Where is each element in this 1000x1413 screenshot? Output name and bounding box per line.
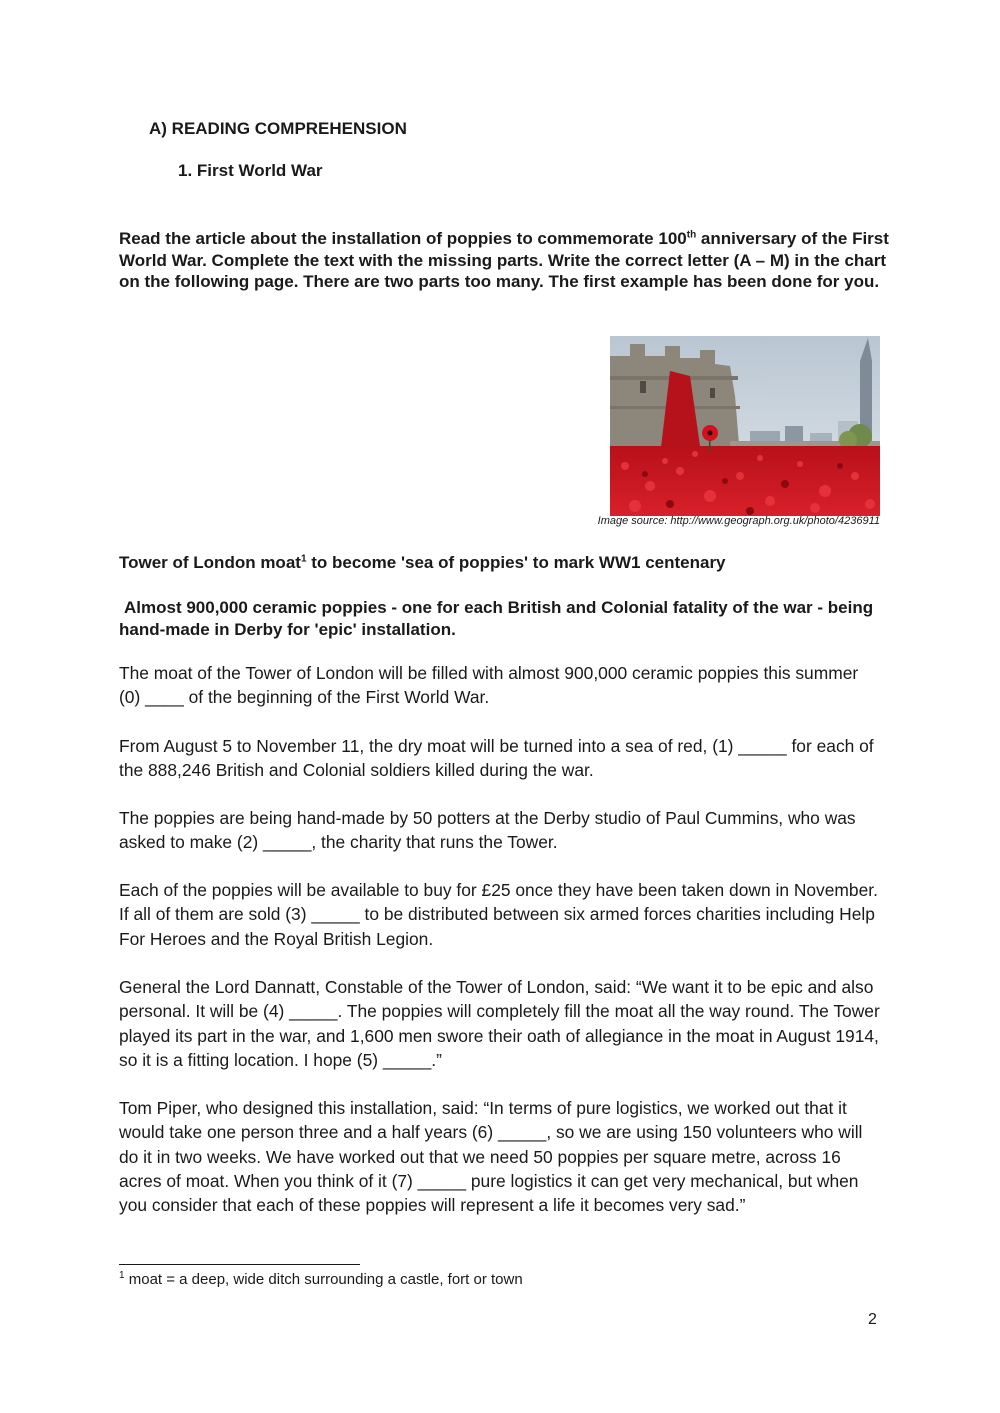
sub-heading: 1. First World War [178, 161, 323, 180]
instructions [119, 228, 889, 293]
instructions-text-2: anniversary of the First World War. Complete the text with the missing parts. Write the correct letter (A – M) in the chart on the following page. There are two parts too many. The first example has been done for you. [119, 229, 889, 291]
footnote-marker: 1 [119, 1270, 125, 1281]
paragraph: The moat of the Tower of London will be filled with almost 900,000 ceramic poppies this summer (0) ____ of the beginning of the First World War. [119, 663, 859, 708]
article-subtitle: Almost 900,000 ceramic poppies - one for each British and Colonial fatality of the war - being hand-made in Derby for 'epic' installation. [119, 598, 874, 639]
instructions-superscript: th [686, 229, 697, 241]
footnote-reference: 1 [300, 553, 307, 565]
image-caption: Image source: http://www.geograph.org.uk/photo/4236911 [597, 515, 880, 527]
instructions-text-1: Read the article about the installation of poppies to commemorate 100 [119, 229, 687, 248]
paragraph: The poppies are being hand-made by 50 potters at the Derby studio of Paul Cummins, who was asked to make (2) _____, the charity that runs the Tower. [119, 808, 856, 853]
poppies-photo [610, 336, 880, 516]
paragraph: Each of the poppies will be available to buy for £25 once they have been taken down in November. If all of them are sold (3) _____ to be distributed between six armed forces charities including Help For Heroes and the Royal British Legion. [119, 880, 878, 949]
paragraph: General the Lord Dannatt, Constable of the Tower of London, said: “We want it to be epic and also personal. It will be (4) _____. The poppies will completely fill the moat all the way round. The Tower played its part in the war, and 1,600 men swore their oath of allegiance in the moat in August 1914, so it is a fitting location. I hope (5) _____.” [119, 977, 880, 1070]
footnote [119, 1271, 523, 1288]
page-number: 2 [868, 1311, 877, 1328]
tower-poppies-illustration [610, 336, 880, 516]
section-heading: A) READING COMPREHENSION [149, 119, 407, 138]
footnote-divider [119, 1264, 360, 1265]
article-title-text-2: to become 'sea of poppies' to mark WW1 centenary [306, 553, 726, 572]
article-title-text-1: Tower of London moat [119, 553, 301, 572]
paragraph: Tom Piper, who designed this installation, said: “In terms of pure logistics, we worked out that it would take one person three and a half years (6) _____, so we are using 150 volunteers who will do it in two weeks. We have worked out that we need 50 poppies per square metre, across 16 acres of moat. When you think of it (7) _____ pure logistics it can get very mechanical, but when you consider that each of these poppies will represent a life it becomes very sad.” [119, 1098, 863, 1216]
paragraph: From August 5 to November 11, the dry moat will be turned into a sea of red, (1) _____ for each of the 888,246 British and Colonial soldiers killed during the war. [119, 736, 874, 781]
footnote-text: moat = a deep, wide ditch surrounding a castle, fort or town [124, 1271, 523, 1288]
article-title [119, 553, 726, 573]
